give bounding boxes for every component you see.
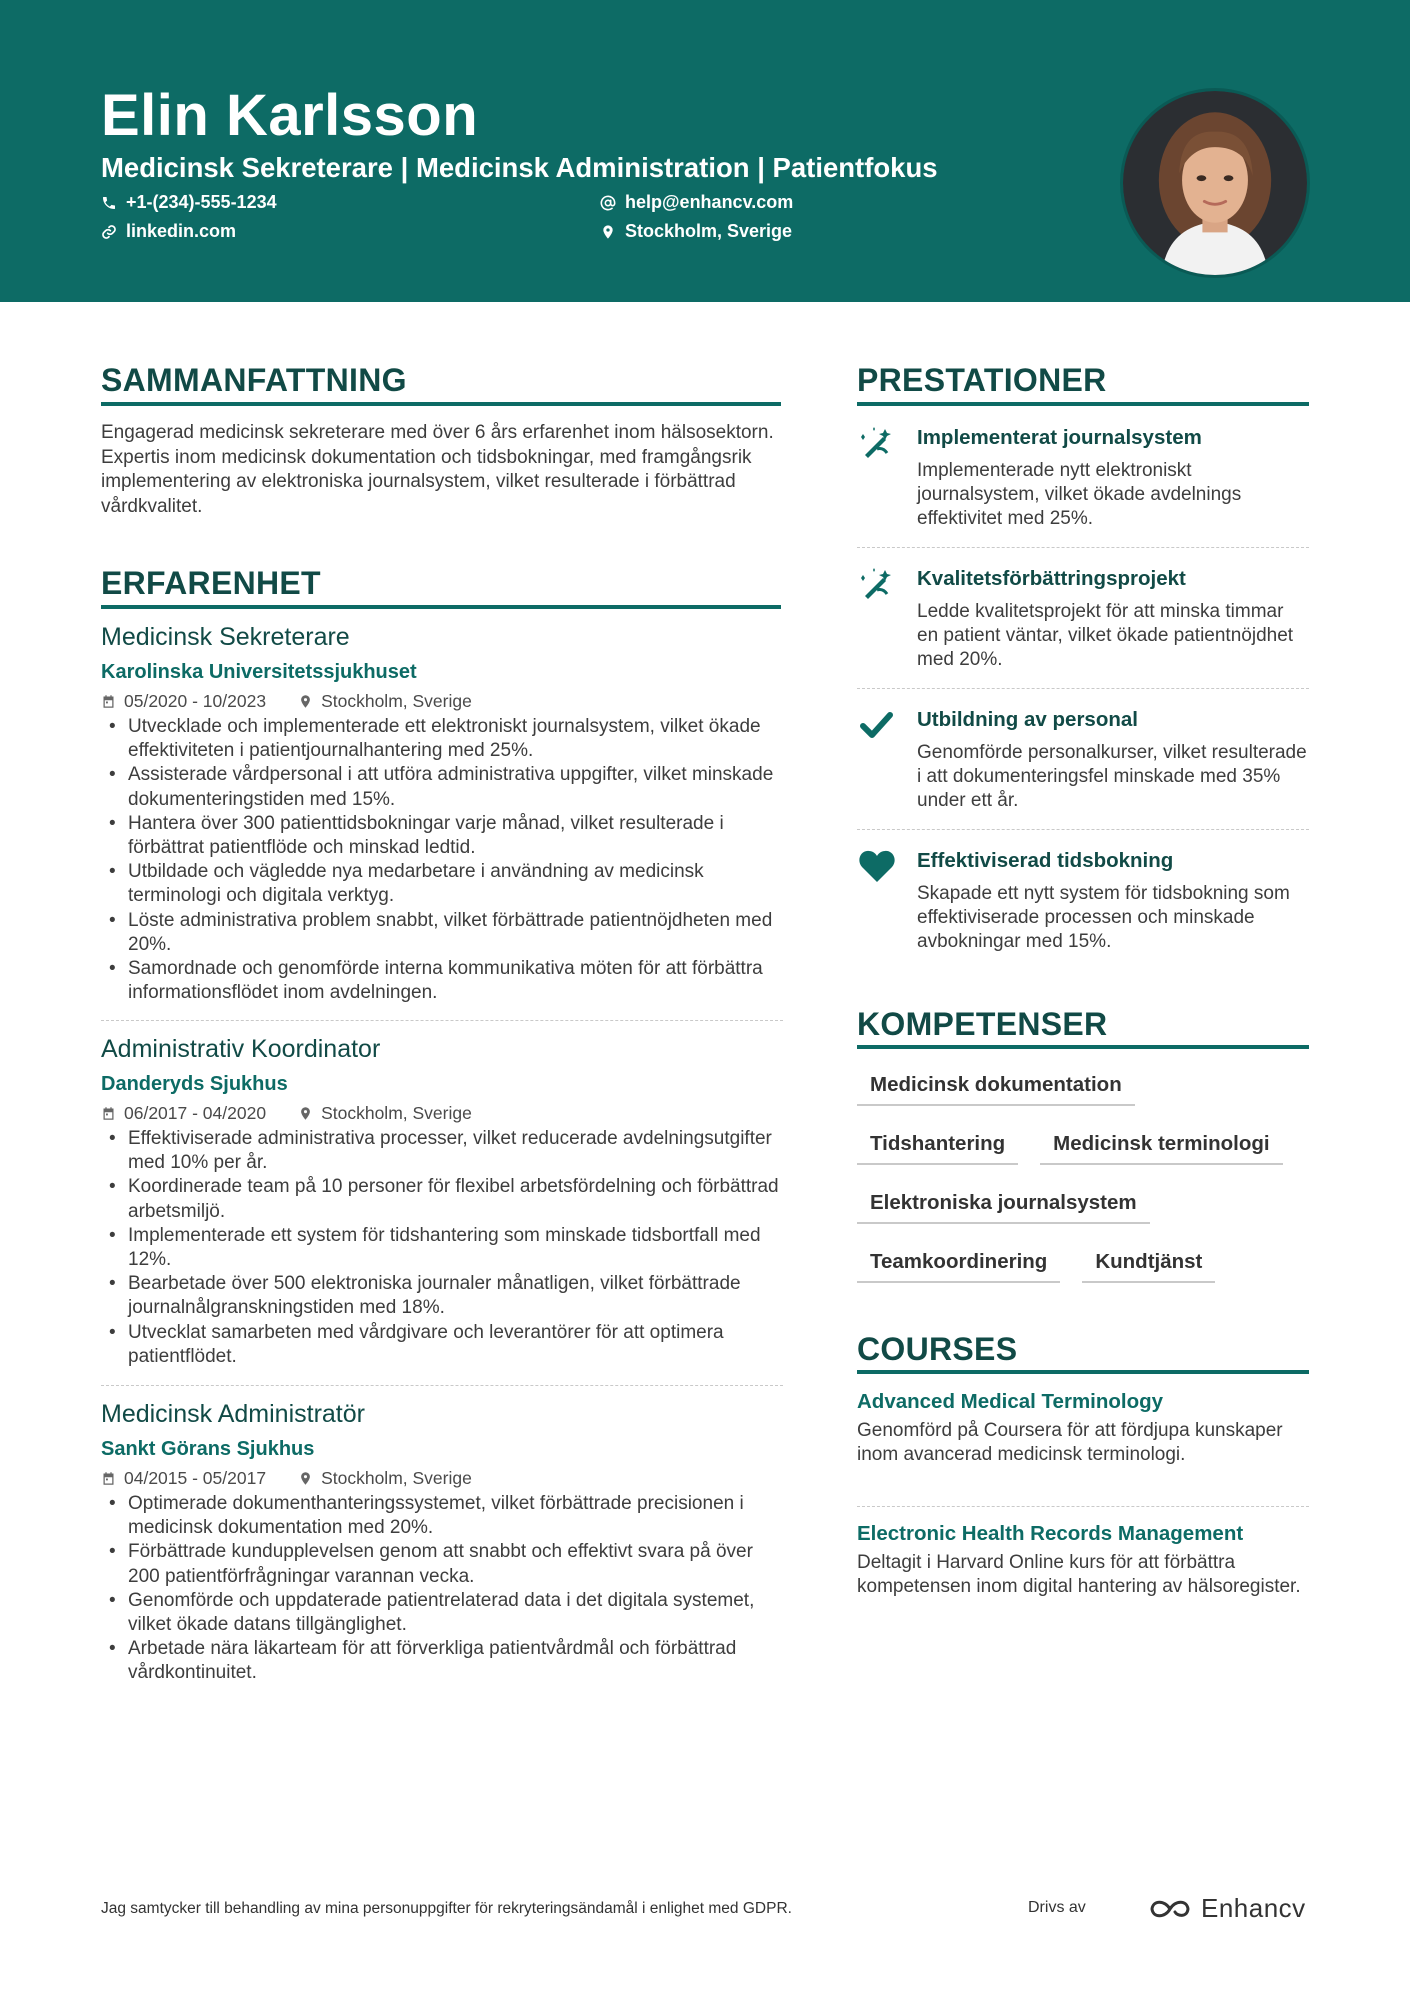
achievements-divider [857, 402, 1309, 406]
contact-location-text: Stockholm, Sverige [625, 221, 793, 241]
profile-photo [1120, 88, 1310, 278]
magic-wand-icon [857, 425, 897, 461]
profile-photo-illustration [1123, 91, 1307, 275]
skill-row [857, 1239, 1309, 1298]
achievement-item [857, 566, 1309, 673]
course-divider [857, 1506, 1309, 1507]
enhancv-logo[interactable] [1147, 1893, 1306, 1924]
job-bullet: • Utvecklade och implementerade ett elektroniskt journalsystem, vilket ökade effektiviteten i patientjournalhantering med 25%. [101, 715, 783, 763]
job-company: Sankt Görans Sjukhus [101, 1438, 315, 1460]
contact-location [600, 221, 792, 242]
candidate-name: Elin Karlsson [101, 83, 479, 148]
skill-tag: Tidshantering [857, 1121, 1018, 1165]
skill-row [857, 1062, 1309, 1121]
achievement-desc: Skapade ett nytt system för tidsbokning som effektiviserade processen och minskade avbokningar med 15%. [917, 883, 1290, 953]
job-divider [101, 1020, 783, 1021]
calendar-icon [101, 1106, 116, 1121]
calendar-icon [101, 694, 116, 709]
location-pin-icon [298, 1471, 313, 1486]
job-bullet: • Optimerade dokumenthanteringssystemet, vilket förbättrade precisionen i medicinsk dokumentation med 20%. [101, 1492, 783, 1540]
job-bullet: • Utvecklat samarbeten med vårdgivare och leverantörer för att optimera patientflödet. [101, 1321, 783, 1369]
job-location: Stockholm, Sverige [321, 1468, 472, 1488]
candidate-headline: Medicinsk Sekreterare | Medicinsk Administration | Patientfokus [101, 152, 938, 183]
job-meta [101, 689, 783, 713]
skill-row [857, 1180, 1309, 1239]
achievement-item [857, 848, 1309, 955]
calendar-icon [101, 1471, 116, 1486]
job-company: Danderyds Sjukhus [101, 1073, 288, 1095]
courses-heading: COURSES [857, 1331, 1018, 1367]
course-item [857, 1389, 1309, 1467]
job-dates: 06/2017 - 04/2020 [124, 1103, 267, 1123]
location-pin-icon [298, 1106, 313, 1121]
achievement-desc: Ledde kvalitetsprojekt för att minska timmar en patient väntar, vilket ökade patientnöjdhet med 20%. [917, 601, 1294, 671]
contact-phone[interactable] [101, 192, 277, 213]
job-bullet: • Effektiviserade administrativa processer, vilket reducerade avdelningsutgifter med 10% per år. [101, 1127, 783, 1175]
powered-by-label: Drivs av [1028, 1899, 1086, 1916]
job-meta [101, 1101, 783, 1125]
job-bullet: • Löste administrativa problem snabbt, vilket förbättrade patientnöjdheten med 20%. [101, 909, 783, 957]
job-bullets [101, 1492, 783, 1686]
course-item [857, 1521, 1309, 1599]
job-meta [101, 1466, 783, 1490]
job-bullet: • Hantera över 300 patienttidsbokningar varje månad, vilket resulterade i förbättrat patientflöde och minskad ledtid. [101, 812, 783, 860]
checkmark-icon [857, 707, 897, 743]
job-bullet: • Implementerade ett system för tidshantering som minskade tidsbortfall med 12%. [101, 1224, 783, 1272]
job-bullet: • Utbildade och vägledde nya medarbetare i användning av medicinsk terminologi och digitala verktyg. [101, 860, 783, 908]
experience-divider [101, 605, 781, 609]
job-bullets [101, 1127, 783, 1369]
job-bullet: • Genomförde och uppdaterade patientrelaterad data i det digitala systemet, vilket ökade datans tillgänglighet. [101, 1589, 783, 1637]
job-entry [101, 622, 783, 1005]
job-dates: 05/2020 - 10/2023 [124, 691, 267, 711]
skill-tag: Elektroniska journalsystem [857, 1180, 1150, 1224]
achievement-desc: Genomförde personalkurser, vilket resulterade i att dokumenteringsfel minskade med 35% under ett år. [917, 742, 1307, 812]
course-title: Electronic Health Records Management [857, 1522, 1244, 1545]
at-icon [600, 195, 616, 211]
summary-text: Engagerad medicinsk sekreterare med över 6 års erfarenhet inom hälsosektorn. Expertis inom medicinsk dokumentation och tidsbokningar, med framgångsrik implementering av elektroniska journalsystem, vilket resulterade i förbättrad vårdkvalitet. [101, 422, 774, 517]
job-title: Medicinsk Sekreterare [101, 623, 350, 651]
magic-wand-icon [857, 566, 897, 602]
job-location: Stockholm, Sverige [321, 691, 472, 711]
job-bullet: • Arbetade nära läkarteam för att förverkliga patientvårdmål och förbättrad vårdkontinuitet. [101, 1637, 783, 1685]
job-bullet: • Förbättrade kundupplevelsen genom att snabbt och effektivt svara på över 200 patientförfrågningar varannan vecka. [101, 1540, 783, 1588]
gdpr-consent: Jag samtycker till behandling av mina personuppgifter för rekryteringsändamål i enlighet med GDPR. [101, 1900, 792, 1917]
job-bullet: • Samordnade och genomförde interna kommunikativa möten för att förbättra informationsflödet inom avdelningen. [101, 957, 783, 1005]
job-title: Administrativ Koordinator [101, 1035, 381, 1063]
achievement-title: Kvalitetsförbättringsprojekt [917, 567, 1186, 590]
skill-tag: Teamkoordinering [857, 1239, 1060, 1283]
skill-row [857, 1121, 1309, 1180]
resume-header [0, 0, 1410, 302]
summary-heading: SAMMANFATTNING [101, 362, 407, 398]
summary-divider [101, 402, 781, 406]
achievement-divider [857, 829, 1309, 830]
course-desc: Deltagit i Harvard Online kurs för att förbättra kompetensen inom digital hantering av hälsoregister. [857, 1552, 1301, 1598]
achievements-heading: PRESTATIONER [857, 362, 1107, 398]
achievement-item [857, 707, 1309, 814]
contact-email[interactable] [600, 192, 793, 213]
job-company: Karolinska Universitetssjukhuset [101, 661, 417, 683]
link-icon [101, 224, 117, 240]
job-bullet: • Koordinerade team på 10 personer för flexibel arbetsfördelning och förbättrad arbetsmiljö. [101, 1175, 783, 1223]
experience-heading: ERFARENHET [101, 565, 321, 601]
heart-icon [857, 848, 897, 884]
achievement-title: Utbildning av personal [917, 708, 1138, 731]
contact-phone-text: +1-(234)-555-1234 [126, 192, 277, 212]
job-bullet: • Assisterade vårdpersonal i att utföra administrativa uppgifter, vilket minskade dokumenteringstiden med 15%. [101, 763, 783, 811]
job-dates: 04/2015 - 05/2017 [124, 1468, 267, 1488]
achievement-item [857, 425, 1309, 532]
skill-tag: Kundtjänst [1082, 1239, 1215, 1283]
location-pin-icon [600, 224, 616, 240]
contact-email-text: help@enhancv.com [625, 192, 794, 212]
skills-list [857, 1062, 1309, 1298]
job-bullet: • Bearbetade över 500 elektroniska journaler månatligen, vilket förbättrade journalnålgranskningstiden med 18%. [101, 1272, 783, 1320]
contact-linkedin[interactable] [101, 221, 236, 242]
contact-linkedin-text: linkedin.com [126, 221, 237, 241]
skill-tag: Medicinsk terminologi [1040, 1121, 1282, 1165]
job-bullets [101, 715, 783, 1005]
skill-tag: Medicinsk dokumentation [857, 1062, 1135, 1106]
achievement-divider [857, 547, 1309, 548]
achievement-divider [857, 688, 1309, 689]
location-pin-icon [298, 694, 313, 709]
courses-divider [857, 1370, 1309, 1374]
phone-icon [101, 195, 117, 211]
job-title: Medicinsk Administratör [101, 1400, 365, 1428]
achievement-desc: Implementerade nytt elektroniskt journalsystem, vilket ökade avdelnings effektivitet med 25%. [917, 460, 1242, 530]
skills-divider [857, 1045, 1309, 1049]
skills-heading: KOMPETENSER [857, 1006, 1108, 1042]
achievement-title: Effektiviserad tidsbokning [917, 849, 1174, 872]
enhancv-brand-text: Enhancv [1201, 1893, 1306, 1923]
job-divider [101, 1385, 783, 1386]
job-entry [101, 1034, 783, 1369]
job-location: Stockholm, Sverige [321, 1103, 472, 1123]
infinity-logo-icon [1147, 1896, 1193, 1922]
course-title: Advanced Medical Terminology [857, 1390, 1164, 1413]
course-desc: Genomförd på Coursera för att fördjupa kunskaper inom avancerad medicinsk terminologi. [857, 1420, 1283, 1466]
job-entry [101, 1399, 783, 1686]
achievement-title: Implementerat journalsystem [917, 426, 1202, 449]
